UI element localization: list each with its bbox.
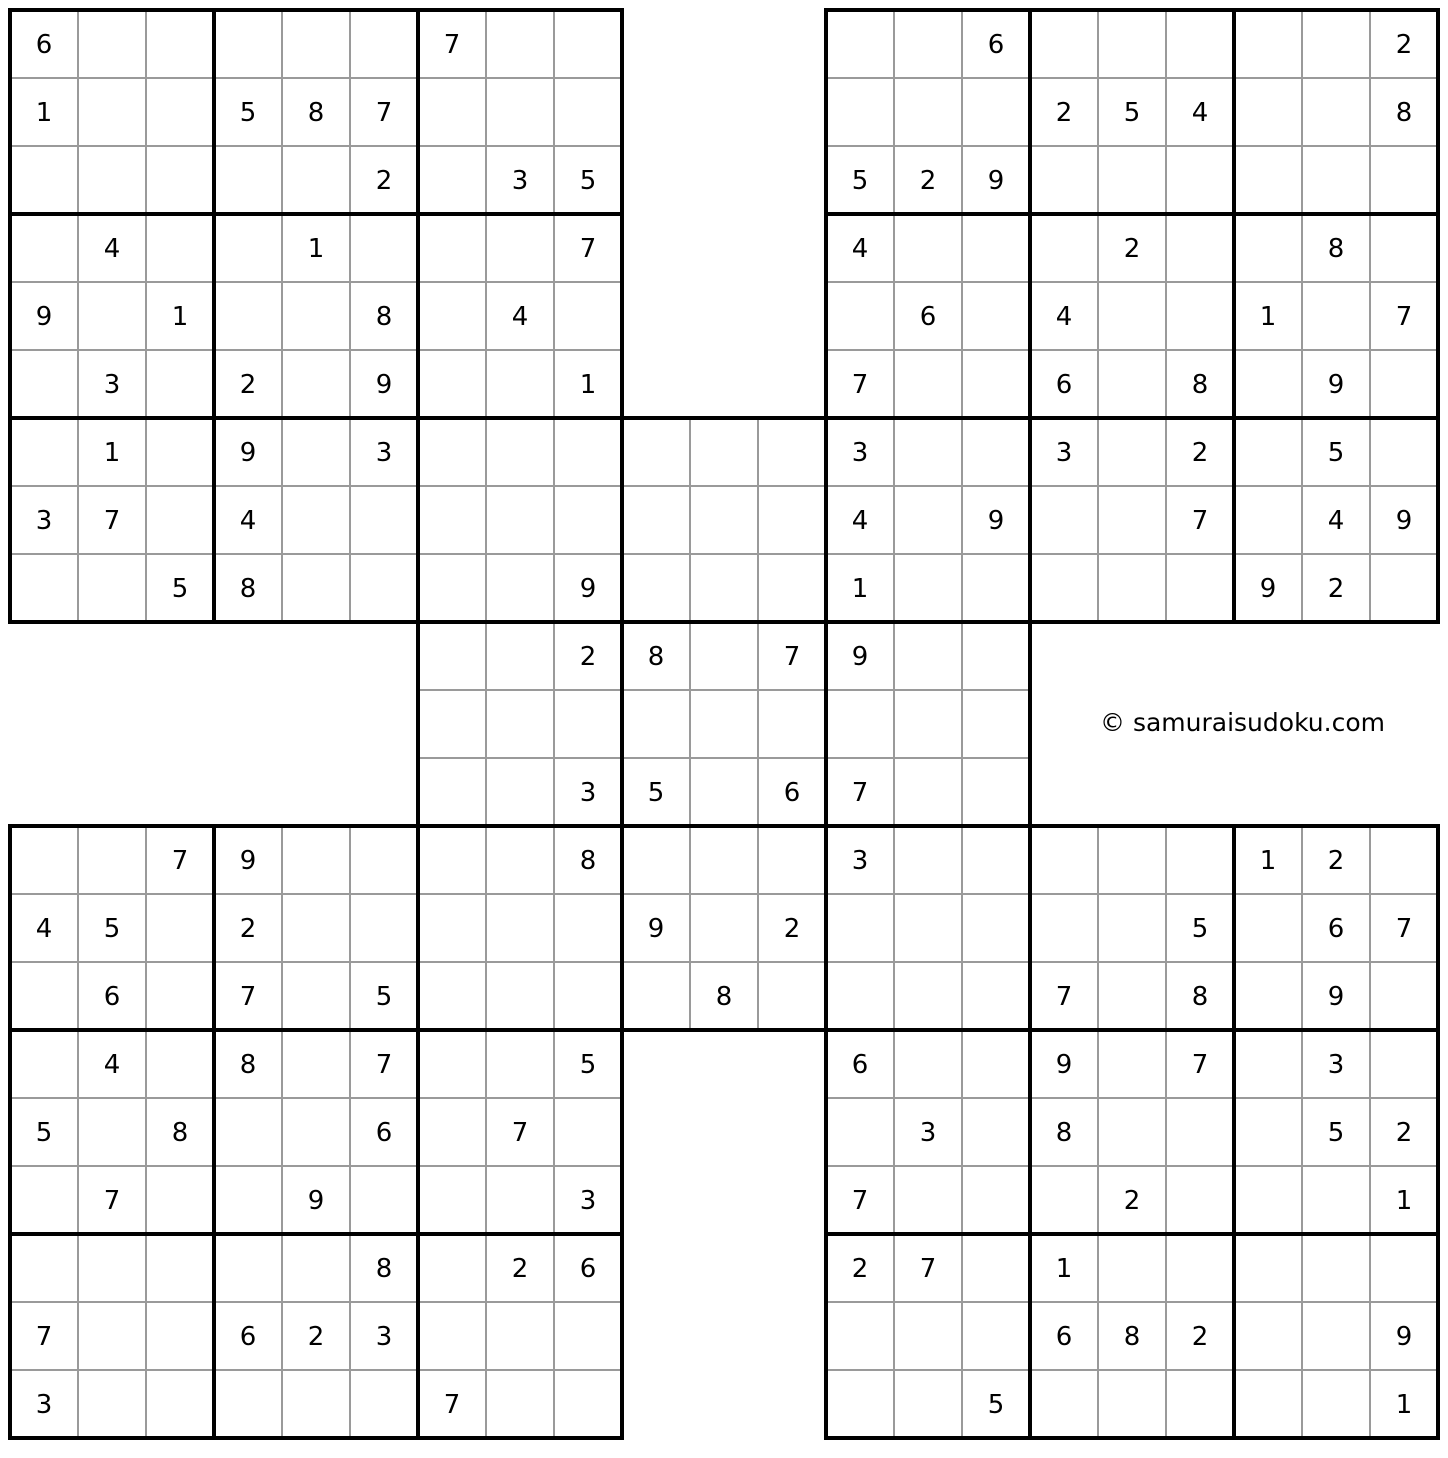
given-digit: 4 xyxy=(103,1050,121,1080)
given-digit: 7 xyxy=(375,98,393,128)
given-digit: 1 xyxy=(171,302,189,332)
given-digit: 7 xyxy=(239,982,257,1012)
given-digit: 9 xyxy=(1395,506,1413,536)
given-digit: 7 xyxy=(375,1050,393,1080)
given-digit: 8 xyxy=(1191,370,1209,400)
given-digit: 6 xyxy=(1055,1322,1073,1352)
given-digit: 6 xyxy=(1055,370,1073,400)
given-digit: 3 xyxy=(35,506,53,536)
given-digit: 6 xyxy=(579,1254,597,1284)
given-digit: 3 xyxy=(103,370,121,400)
copyright-credit: © samuraisudoku.com xyxy=(1100,708,1385,737)
given-digit: 5 xyxy=(103,914,121,944)
given-digit: 5 xyxy=(35,1118,53,1148)
given-digit: 7 xyxy=(1191,1050,1209,1080)
given-digit: 2 xyxy=(1123,1186,1141,1216)
given-digit: 6 xyxy=(375,1118,393,1148)
given-digit: 7 xyxy=(919,1254,937,1284)
given-digit: 5 xyxy=(1123,98,1141,128)
given-digit: 5 xyxy=(171,574,189,604)
given-digit: 3 xyxy=(851,846,869,876)
given-digit: 6 xyxy=(1327,914,1345,944)
given-digit: 5 xyxy=(579,1050,597,1080)
given-digit: 9 xyxy=(239,438,257,468)
given-digit: 8 xyxy=(1055,1118,1073,1148)
given-digit: 6 xyxy=(35,30,53,60)
given-digit: 5 xyxy=(1327,1118,1345,1148)
given-digit: 4 xyxy=(1055,302,1073,332)
given-digit: 9 xyxy=(1055,1050,1073,1080)
given-digit: 5 xyxy=(375,982,393,1012)
given-digit: 8 xyxy=(647,642,665,672)
given-digit: 4 xyxy=(1191,98,1209,128)
given-digit: 4 xyxy=(851,506,869,536)
given-digit: 4 xyxy=(239,506,257,536)
given-digit: 7 xyxy=(1395,914,1413,944)
given-digit: 1 xyxy=(103,438,121,468)
given-digit: 3 xyxy=(375,1322,393,1352)
given-digit: 7 xyxy=(783,642,801,672)
given-digit: 6 xyxy=(103,982,121,1012)
given-digit: 4 xyxy=(1327,506,1345,536)
given-digit: 7 xyxy=(103,1186,121,1216)
given-digit: 7 xyxy=(443,30,461,60)
given-digit: 2 xyxy=(1191,438,1209,468)
given-digit: 8 xyxy=(1327,234,1345,264)
given-digit: 9 xyxy=(239,846,257,876)
given-digit: 2 xyxy=(1395,30,1413,60)
given-digit: 7 xyxy=(35,1322,53,1352)
given-digit: 7 xyxy=(443,1390,461,1420)
given-digit: 2 xyxy=(919,166,937,196)
given-digit: 4 xyxy=(511,302,529,332)
given-digit: 2 xyxy=(1327,574,1345,604)
given-digit: 1 xyxy=(35,98,53,128)
given-digit: 3 xyxy=(851,438,869,468)
given-digit: 4 xyxy=(35,914,53,944)
given-digit: 3 xyxy=(1327,1050,1345,1080)
given-digit: 2 xyxy=(375,166,393,196)
given-digit: 4 xyxy=(103,234,121,264)
given-digit: 5 xyxy=(987,1390,1005,1420)
given-digit: 2 xyxy=(851,1254,869,1284)
sudoku-grid-center xyxy=(418,418,1030,1030)
given-digit: 3 xyxy=(579,1186,597,1216)
given-digit: 8 xyxy=(239,574,257,604)
given-digit: 8 xyxy=(579,846,597,876)
given-digit: 3 xyxy=(579,778,597,808)
given-digit: 9 xyxy=(1259,574,1277,604)
given-digit: 6 xyxy=(919,302,937,332)
given-digit: 2 xyxy=(579,642,597,672)
given-digit: 8 xyxy=(375,1254,393,1284)
given-digit: 8 xyxy=(715,982,733,1012)
given-digit: 2 xyxy=(1055,98,1073,128)
given-digit: 2 xyxy=(1327,846,1345,876)
given-digit: 1 xyxy=(1395,1186,1413,1216)
given-digit: 1 xyxy=(851,574,869,604)
given-digit: 9 xyxy=(579,574,597,604)
given-digit: 5 xyxy=(1327,438,1345,468)
given-digit: 3 xyxy=(375,438,393,468)
given-digit: 9 xyxy=(647,914,665,944)
given-digit: 5 xyxy=(1191,914,1209,944)
given-digit: 2 xyxy=(239,370,257,400)
given-digit: 9 xyxy=(1395,1322,1413,1352)
given-digit: 2 xyxy=(511,1254,529,1284)
given-digit: 1 xyxy=(1259,846,1277,876)
given-digit: 3 xyxy=(1055,438,1073,468)
given-digit: 9 xyxy=(1327,370,1345,400)
given-digit: 7 xyxy=(511,1118,529,1148)
given-digit: 2 xyxy=(1191,1322,1209,1352)
given-digit: 6 xyxy=(851,1050,869,1080)
given-digit: 7 xyxy=(1055,982,1073,1012)
given-digit: 7 xyxy=(851,370,869,400)
given-digit: 1 xyxy=(579,370,597,400)
given-digit: 4 xyxy=(851,234,869,264)
given-digit: 2 xyxy=(783,914,801,944)
given-digit: 8 xyxy=(307,98,325,128)
given-digit: 9 xyxy=(987,506,1005,536)
given-digit: 8 xyxy=(239,1050,257,1080)
given-digit: 8 xyxy=(375,302,393,332)
given-digit: 5 xyxy=(851,166,869,196)
given-digit: 5 xyxy=(579,166,597,196)
given-digit: 7 xyxy=(579,234,597,264)
given-digit: 2 xyxy=(1395,1118,1413,1148)
given-digit: 1 xyxy=(307,234,325,264)
given-digit: 2 xyxy=(307,1322,325,1352)
given-digit: 8 xyxy=(1395,98,1413,128)
given-digit: 8 xyxy=(1123,1322,1141,1352)
given-digit: 2 xyxy=(1123,234,1141,264)
given-digit: 7 xyxy=(851,778,869,808)
given-digit: 7 xyxy=(171,846,189,876)
given-digit: 6 xyxy=(239,1322,257,1352)
given-digit: 9 xyxy=(1327,982,1345,1012)
given-digit: 1 xyxy=(1055,1254,1073,1284)
given-digit: 8 xyxy=(171,1118,189,1148)
given-digit: 7 xyxy=(1395,302,1413,332)
given-digit: 2 xyxy=(239,914,257,944)
given-digit: 9 xyxy=(307,1186,325,1216)
given-digit: 9 xyxy=(375,370,393,400)
given-digit: 7 xyxy=(103,506,121,536)
given-digit: 3 xyxy=(919,1118,937,1148)
given-digit: 7 xyxy=(851,1186,869,1216)
given-digit: 1 xyxy=(1395,1390,1413,1420)
given-digit: 3 xyxy=(511,166,529,196)
given-digit: 9 xyxy=(851,642,869,672)
given-digit: 5 xyxy=(239,98,257,128)
given-digit: 6 xyxy=(987,30,1005,60)
given-digit: 1 xyxy=(1259,302,1277,332)
given-digit: 9 xyxy=(35,302,53,332)
given-digit: 5 xyxy=(647,778,665,808)
given-digit: 7 xyxy=(1191,506,1209,536)
given-digit: 8 xyxy=(1191,982,1209,1012)
given-digit: 3 xyxy=(35,1390,53,1420)
given-digit: 9 xyxy=(987,166,1005,196)
given-digit: 6 xyxy=(783,778,801,808)
